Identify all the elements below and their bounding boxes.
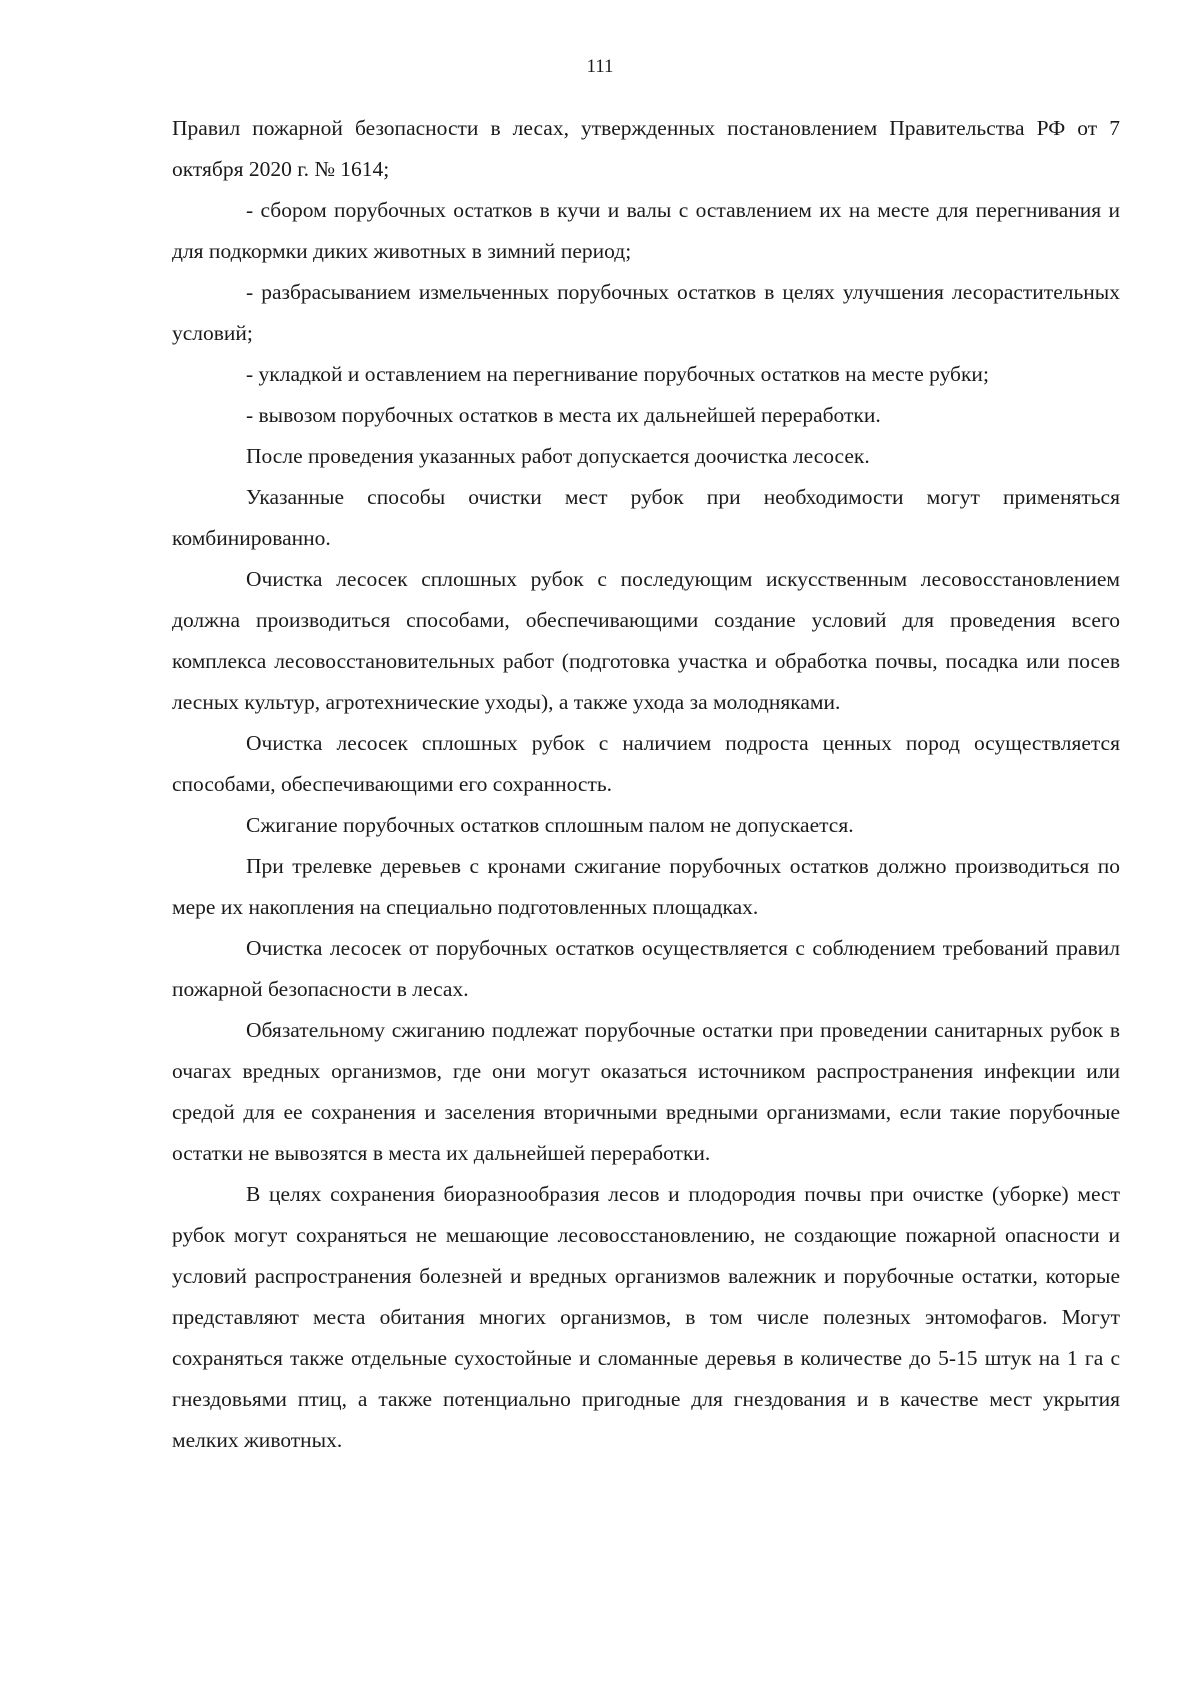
- paragraph-undergrowth-preservation: Очистка лесосек сплошных рубок с наличием подроста ценных пород осуществляется способами, обеспечивающими его сохранность.: [172, 731, 1120, 796]
- paragraph-fire-safety: Очистка лесосек от порубочных остатков осуществляется с соблюдением требований правил пожарной безопасности в лесах.: [172, 936, 1120, 1001]
- list-item-scattering-residues: - разбрасыванием измельченных порубочных остатков в целях улучшения лесорастительных условий;: [172, 280, 1120, 345]
- paragraph-clear-cut-reforestation: Очистка лесосек сплошных рубок с последующим искусственным лесовосстановлением должна производиться способами, обеспечивающими создание условий для проведения всего комплекса лесовосстановительных работ (подготовка участка и обработка почвы, посадка или посев лесных культур, агротехнические уходы), а также ухода за молодняками.: [172, 567, 1120, 714]
- list-item-laying-residues: - укладкой и оставлением на перегнивание порубочных остатков на месте рубки;: [246, 362, 989, 386]
- paragraph-rules-reference: Правил пожарной безопасности в лесах, утвержденных постановлением Правительства РФ от 7 октября 2020 г. № 1614;: [172, 116, 1120, 181]
- list-item-removing-residues: - вывозом порубочных остатков в места их дальнейшей переработки.: [246, 403, 881, 427]
- list-item-collecting-residues: - сбором порубочных остатков в кучи и валы с оставлением их на месте для перегнивания и для подкормки диких животных в зимний период;: [172, 198, 1120, 263]
- paragraph-skidding-burning: При трелевке деревьев с кронами сжигание порубочных остатков должно производиться по мере их накопления на специально подготовленных площадках.: [172, 854, 1120, 919]
- paragraph-additional-cleaning: После проведения указанных работ допускается доочистка лесосек.: [246, 444, 870, 468]
- paragraph-combined-methods: Указанные способы очистки мест рубок при необходимости могут применяться комбинированно.: [172, 485, 1120, 550]
- document-body: [172, 108, 1120, 1461]
- paragraph-burning-prohibited: Сжигание порубочных остатков сплошным палом не допускается.: [246, 813, 854, 837]
- page-number: 111: [586, 56, 614, 77]
- paragraph-mandatory-burning: Обязательному сжиганию подлежат порубочные остатки при проведении санитарных рубок в очагах вредных организмов, где они могут оказаться источником распространения инфекции или средой для ее сохранения и заселения вторичными вредными организмами, если такие порубочные остатки не вывозятся в места их дальнейшей переработки.: [172, 1018, 1120, 1165]
- paragraph-biodiversity: В целях сохранения биоразнообразия лесов и плодородия почвы при очистке (уборке) мест рубок могут сохраняться не мешающие лесовосстановлению, не создающие пожарной опасности и условий распространения болезней и вредных организмов валежник и порубочные остатки, которые представляют места обитания многих организмов, в том числе полезных энтомофагов. Могут сохраняться также отдельные сухостойные и сломанные деревья в количестве до 5-15 штук на 1 га с гнездовьями птиц, а также потенциально пригодные для гнездования и в качестве мест укрытия мелких животных.: [172, 1182, 1120, 1452]
